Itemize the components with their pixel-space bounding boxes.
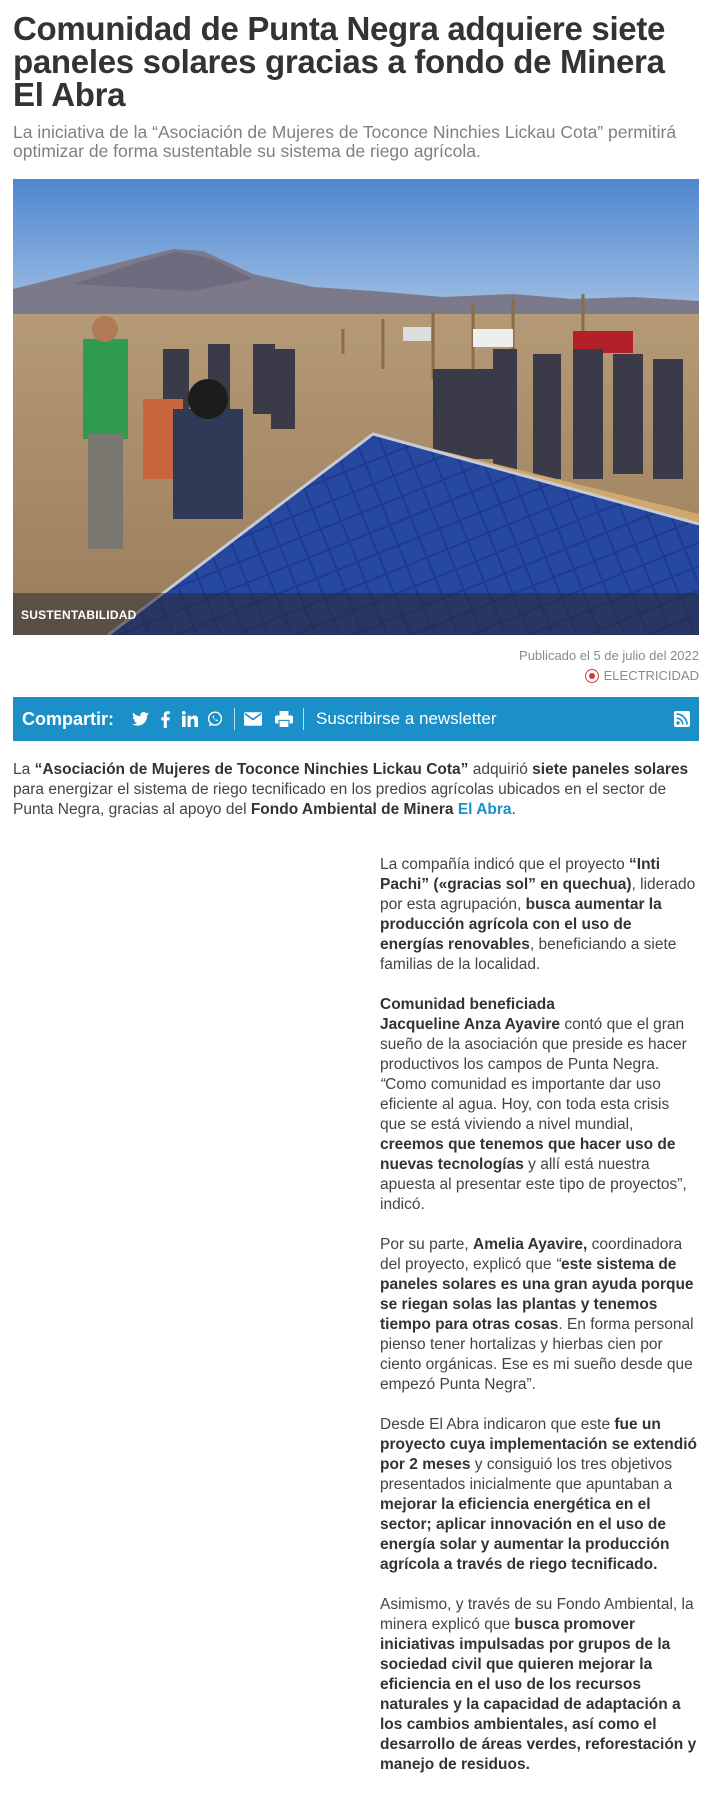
category-link[interactable] <box>585 668 699 684</box>
paragraph: Asimismo, y través de su Fondo Ambiental, la minera explicó que busca promover iniciativas impulsadas por grupos de la sociedad civil que quieren mejorar la eficiencia en el uso de los recursos naturales y la capacidad de adaptación a los cambios ambientales, así como el desarrollo de áreas verdes, reforestación y manejo de residuos. <box>380 1596 697 1773</box>
linkedin-icon[interactable] <box>180 709 200 729</box>
share-divider <box>303 708 304 730</box>
category-label[interactable]: ELECTRICIDAD <box>603 668 699 683</box>
print-icon[interactable] <box>274 709 294 729</box>
category-icon <box>585 669 599 683</box>
solar-panel-photo <box>13 179 699 635</box>
email-icon[interactable] <box>243 709 263 729</box>
paragraph: Comunidad beneficiada Jacqueline Anza Ayavire contó que el gran sueño de la asociación que preside es hacer productivos los campos de Punta Negra. “Como comunidad es importante dar uso eficiente al agua. Hoy, con toda esta crisis que se está viviendo a nivel mundial, creemos que tenemos que hacer uso de nuevas tecnologías y allí está nuestra apuesta al presentar este tipo de proyectos”, indicó. <box>380 996 687 1213</box>
article-subtitle: La iniciativa de la “Asociación de Mujeres de Toconce Ninchies Lickau Cota” permitirá optimizar de forma sustentable su sistema de riego agrícola. <box>13 122 677 161</box>
paragraph: Desde El Abra indicaron que este fue un proyecto cuya implementación se extendió por 2 meses y consiguió los tres objetivos presentados inicialmente que apuntaban a mejorar la eficiencia energética en el sector; aplicar innovación en el uso de energía solar y aumentar la producción agrícola a través de riego tecnificado. <box>380 1416 697 1573</box>
paragraph: Por su parte, Amelia Ayavire, coordinadora del proyecto, explicó que “este sistema de paneles solares es una gran ayuda porque se riegan solas las plantas y tenemos tiempo para otras cosas. En forma personal pienso tener hortalizas y hierbas cien por ciento orgánicas. Ese es mi sueño desde que empezó Punta Negra”. <box>380 1236 694 1393</box>
article-meta <box>13 648 699 684</box>
share-label: Compartir: <box>22 708 115 729</box>
article-lead: La “Asociación de Mujeres de Toconce Ninchies Lickau Cota” adquirió siete paneles solares para energizar el sistema de riego tecnificado en los predios agrícolas ubicados en el sector de Punta Negra, gracias al apoyo del Fondo Ambiental de Minera El Abra. <box>13 761 689 818</box>
article-body <box>380 855 698 1775</box>
paragraph: La compañía indicó que el proyecto “Inti Pachi” («gracias sol” en quechua), liderado por esta agrupación, busca aumentar la producción agrícola con el uso de energías renovables, beneficiando a siete familias de la localidad. <box>380 856 696 973</box>
share-divider <box>234 708 235 730</box>
article-hero-image <box>13 179 699 635</box>
el-abra-link[interactable]: El Abra <box>457 801 512 818</box>
newsletter-link[interactable]: Suscribirse a newsletter <box>316 709 497 728</box>
article-title: Comunidad de Punta Negra adquiere siete paneles solares gracias a fondo de Minera El Abra <box>13 10 666 113</box>
section-heading: Comunidad beneficiada <box>380 996 555 1013</box>
share-bar <box>13 697 699 741</box>
publish-date: Publicado el 5 de julio del 2022 <box>519 648 699 663</box>
category-tag[interactable]: SUSTENTABILIDAD <box>21 608 137 622</box>
twitter-icon[interactable] <box>130 709 150 729</box>
whatsapp-icon[interactable] <box>205 709 225 729</box>
rss-icon[interactable] <box>674 711 690 727</box>
facebook-icon[interactable] <box>155 709 175 729</box>
